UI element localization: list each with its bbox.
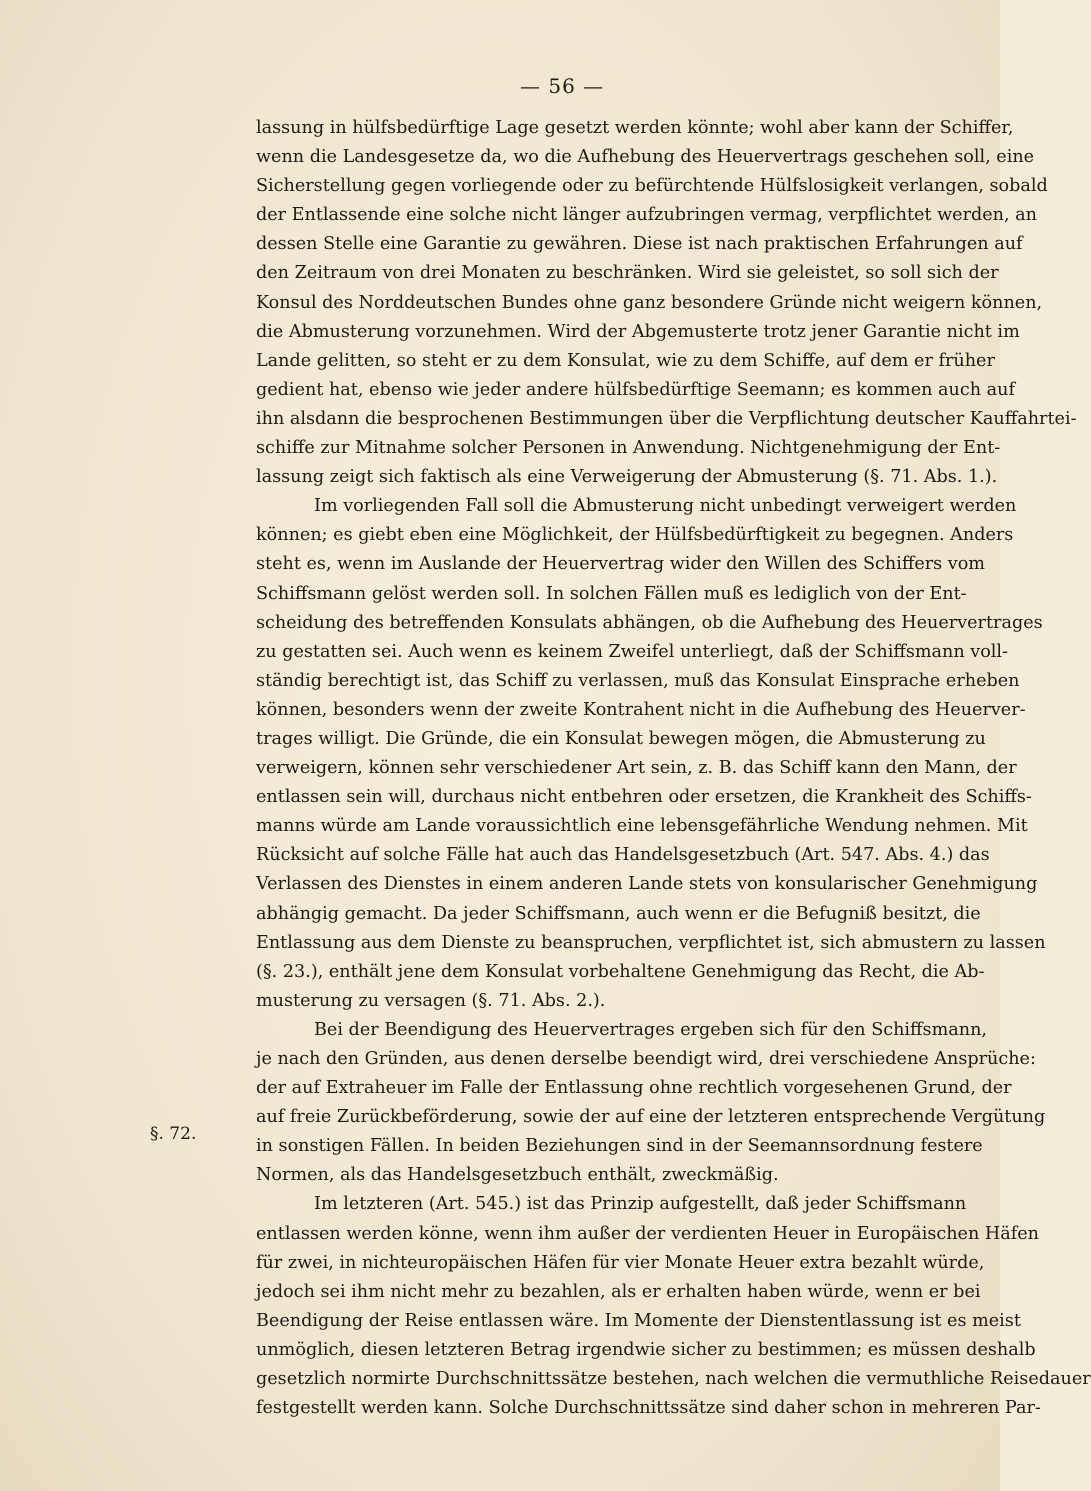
- text-line: manns würde am Lande voraussichtlich eine lebensgefährliche Wendung nehmen. Mit: [256, 816, 1028, 837]
- text-line: entlassen werden könne, wenn ihm außer der verdienten Heuer in Europäischen Häfen: [256, 1223, 1039, 1244]
- text-line: Beendigung der Reise entlassen wäre. Im Momente der Dienstentlassung ist es meist: [256, 1310, 1021, 1331]
- text-line: können; es giebt eben eine Möglichkeit, der Hülfsbedürftigkeit zu begegnen. Anders: [256, 525, 1014, 546]
- text-line: Konsul des Norddeutschen Bundes ohne ganz besondere Gründe nicht weigern können,: [256, 292, 1043, 313]
- text-line: jedoch sei ihm nicht mehr zu bezahlen, als er erhalten haben würde, wenn er bei: [256, 1281, 981, 1302]
- text-line: steht es, wenn im Auslande der Heuervertrag wider den Willen des Schiffers vom: [256, 554, 985, 575]
- text-line: schiffe zur Mitnahme solcher Personen in Anwendung. Nichtgenehmigung der Ent-: [256, 438, 1001, 459]
- text-line: (§. 23.), enthält jene dem Konsulat vorbehaltene Genehmigung das Recht, die Ab-: [256, 961, 985, 982]
- text-line: Lande gelitten, so steht er zu dem Konsulat, wie zu dem Schiffe, auf dem er früher: [256, 350, 995, 371]
- text-line: für zwei, in nichteuropäischen Häfen für vier Monate Heuer extra bezahlt würde,: [256, 1252, 985, 1273]
- text-line: abhängig gemacht. Da jeder Schiffsmann, auch wenn er die Befugniß besitzt, die: [256, 903, 981, 924]
- text-line: unmöglich, diesen letzteren Betrag irgendwie sicher zu bestimmen; es müssen deshalb: [256, 1339, 1036, 1360]
- text-line: Sicherstellung gegen vorliegende oder zu befürchtende Hülfslosigkeit verlangen, sobald: [256, 176, 1048, 197]
- text-line: zu gestatten sei. Auch wenn es keinem Zweifel unterliegt, daß der Schiffsmann voll-: [256, 641, 1009, 662]
- text-line: auf freie Zurückbeförderung, sowie der auf eine der letzteren entsprechende Vergütung: [256, 1107, 1046, 1128]
- text-line: dessen Stelle eine Garantie zu gewähren. Diese ist nach praktischen Erfahrungen auf: [256, 234, 1023, 255]
- text-line: in sonstigen Fällen. In beiden Beziehungen sind in der Seemannsordnung festere: [256, 1136, 983, 1157]
- text-line: Entlassung aus dem Dienste zu beanspruchen, verpflichtet ist, sich abmustern zu lassen: [256, 932, 1046, 953]
- text-line: ihn alsdann die besprochenen Bestimmungen über die Verpflichtung deutscher Kauffahrtei-: [256, 408, 1077, 429]
- page-number: — 56 —: [520, 74, 605, 98]
- text-line: die Abmusterung vorzunehmen. Wird der Abgemusterte trotz jener Garantie nicht im: [256, 321, 1020, 342]
- text-line: ständig berechtigt ist, das Schiff zu verlassen, muß das Konsulat Einsprache erheben: [256, 670, 1020, 691]
- margin-note-section: §. 72.: [150, 1124, 197, 1144]
- text-line: gedient hat, ebenso wie jeder andere hülfsbedürftige Seemann; es kommen auch auf: [256, 379, 1015, 400]
- text-line: Schiffsmann gelöst werden soll. In solchen Fällen muß es lediglich von der Ent-: [256, 583, 967, 604]
- text-line: musterung zu versagen (§. 71. Abs. 2.).: [256, 990, 606, 1011]
- text-line: gesetzlich normirte Durchschnittssätze bestehen, nach welchen die vermuthliche Reisedauer: [256, 1369, 1091, 1390]
- text-line: lassung zeigt sich faktisch als eine Verweigerung der Abmusterung (§. 71. Abs. 1.).: [256, 467, 998, 488]
- text-line: Verlassen des Dienstes in einem anderen Lande stets von konsularischer Genehmigung: [256, 874, 1038, 895]
- text-line: der Entlassende eine solche nicht länger aufzubringen vermag, verpflichtet werden, an: [256, 205, 1037, 226]
- text-line: Im letzteren (Art. 545.) ist das Prinzip aufgestellt, daß jeder Schiffsmann: [314, 1194, 967, 1215]
- text-line: verweigern, können sehr verschiedener Art sein, z. B. das Schiff kann den Mann, der: [256, 758, 1017, 779]
- text-line: Im vorliegenden Fall soll die Abmusterung nicht unbedingt verweigert werden: [314, 496, 1017, 517]
- text-line: je nach den Gründen, aus denen derselbe beendigt wird, drei verschiedene Ansprüche:: [256, 1049, 1036, 1069]
- text-line: Rücksicht auf solche Fälle hat auch das Handelsgesetzbuch (Art. 547. Abs. 4.) das: [256, 845, 990, 866]
- text-line: trages willigt. Die Gründe, die ein Konsulat bewegen mögen, die Abmusterung zu: [256, 728, 986, 749]
- text-line: lassung in hülfsbedürftige Lage gesetzt werden könnte; wohl aber kann der Schiffer,: [256, 118, 1014, 138]
- text-line: können, besonders wenn der zweite Kontrahent nicht in die Aufhebung des Heuerver-: [256, 699, 1026, 720]
- body-text: [256, 114, 1091, 1423]
- text-line: festgestellt werden kann. Solche Durchschnittssätze sind daher schon in mehreren Par-: [256, 1398, 1041, 1419]
- text-line: scheidung des betreffenden Konsulats abhängen, ob die Aufhebung des Heuervertrages: [256, 612, 1043, 633]
- text-line: Bei der Beendigung des Heuervertrages ergeben sich für den Schiffsmann,: [314, 1019, 988, 1040]
- text-line: Normen, als das Handelsgesetzbuch enthält, zweckmäßig.: [256, 1165, 779, 1186]
- text-line: wenn die Landesgesetze da, wo die Aufhebung des Heuervertrags geschehen soll, eine: [256, 147, 1035, 168]
- text-line: entlassen sein will, durchaus nicht entbehren oder ersetzen, die Krankheit des Schiffs-: [256, 787, 1032, 808]
- text-line: der auf Extraheuer im Falle der Entlassung ohne rechtlich vorgesehenen Grund, der: [256, 1078, 1012, 1099]
- text-line: den Zeitraum von drei Monaten zu beschränken. Wird sie geleistet, so soll sich der: [256, 263, 999, 284]
